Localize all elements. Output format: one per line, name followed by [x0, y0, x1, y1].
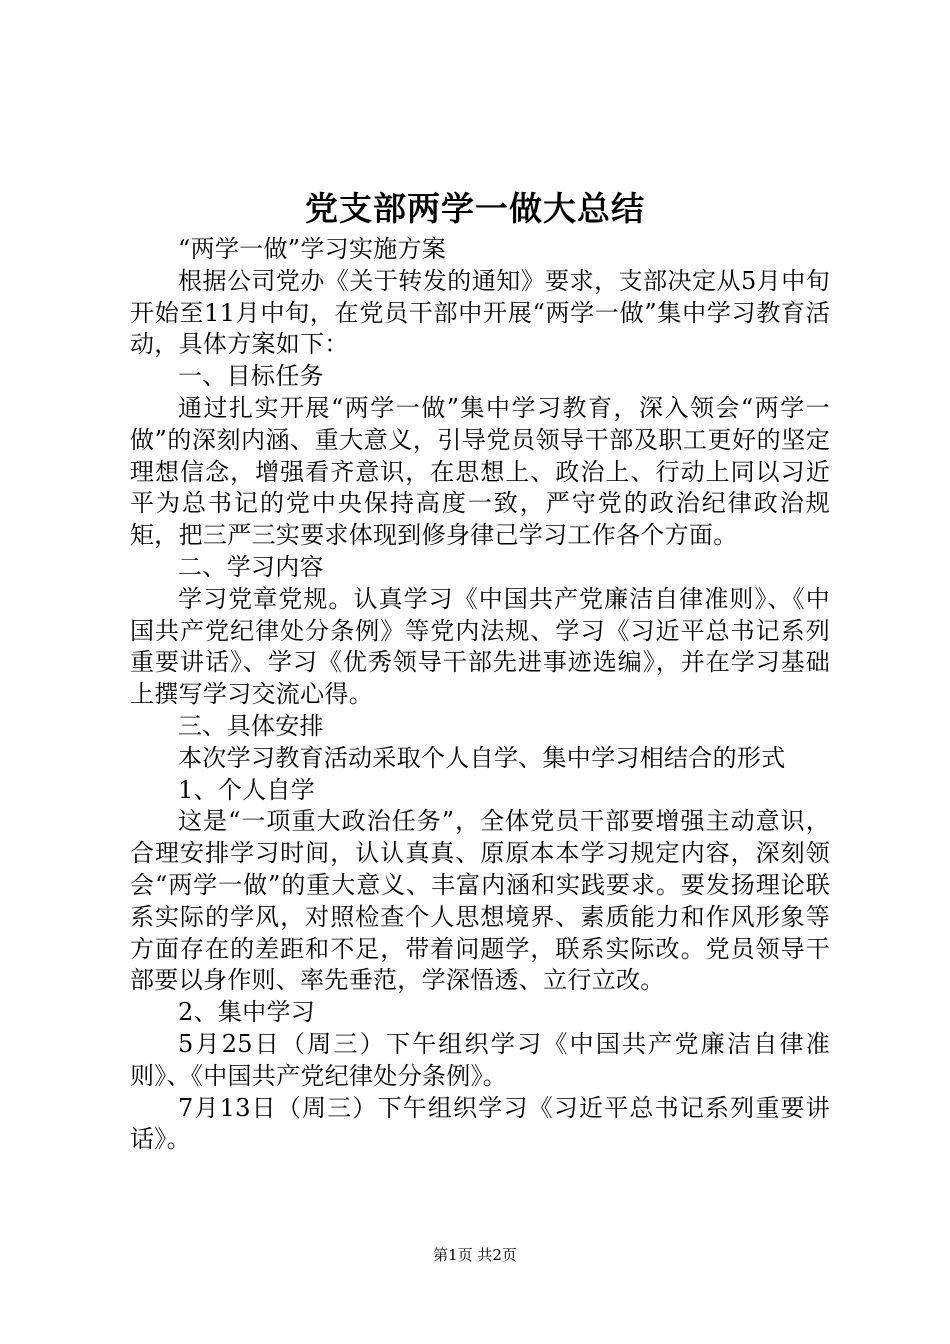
document-body — [130, 234, 830, 1156]
paragraph-plan-heading: “两学一做”学习实施方案 — [178, 235, 447, 263]
subsection-heading-group-study: 2、集中学习 — [178, 998, 316, 1027]
section-heading-arrangement: 三、具体安排 — [178, 711, 324, 740]
paragraph-intro: 根据公司党办《关于转发的通知》要求，支部决定从5月中旬开始至11月中旬，在党员干部中开展“两学一做”集中学习教育活动，具体方案如下： — [130, 266, 830, 359]
paragraph-schedule-july: 7月13日（周三）下午组织学习《习近平总书记系列重要讲话》。 — [130, 1093, 830, 1154]
document-title: 党支部两学一做大总结 — [305, 189, 645, 228]
section-heading-goals: 一、目标任务 — [178, 362, 324, 391]
section-heading-content: 二、学习内容 — [178, 552, 324, 581]
page-number-footer: 第1页 共2页 — [433, 1246, 517, 1264]
subsection-heading-self-study: 1、个人自学 — [178, 775, 316, 804]
paragraph-arrangement: 本次学习教育活动采取个人自学、集中学习相结合的形式 — [178, 743, 786, 772]
paragraph-schedule-may: 5月25日（周三）下午组织学习《中国共产党廉洁自律准则》、《中国共产党纪律处分条例》。 — [130, 1029, 830, 1090]
paragraph-content: 学习党章党规。认真学习《中国共产党廉洁自律准则》、《中国共产党纪律处分条例》等党内法规、学习《习近平总书记系列重要讲话》、学习《优秀领导干部先进事迹选编》，并在学习基础上撰写学习交流心得。 — [130, 584, 830, 709]
paragraph-goals: 通过扎实开展“两学一做”集中学习教育，深入领会“两学一做”的深刻内涵、重大意义，引导党员领导干部及职工更好的坚定理想信念，增强看齐意识，在思想上、政治上、行动上同以习近平为总书记的党中央保持高度一致，严守党的政治纪律政治规矩，把三严三实要求体现到修身律己学习工作各个方面。 — [130, 393, 830, 550]
paragraph-self-study: 这是“一项重大政治任务”，全体党员干部要增强主动意识，合理安排学习时间，认认真真、原原本本学习规定内容，深刻领会“两学一做”的重大意义、丰富内涵和实践要求。要发扬理论联系实际的学风，对照检查个人思想境界、素质能力和作风形象等方面存在的差距和不足，带着问题学，联系实际改。党员领导干部要以身作则、率先垂范，学深悟透、立行立改。 — [130, 807, 830, 995]
